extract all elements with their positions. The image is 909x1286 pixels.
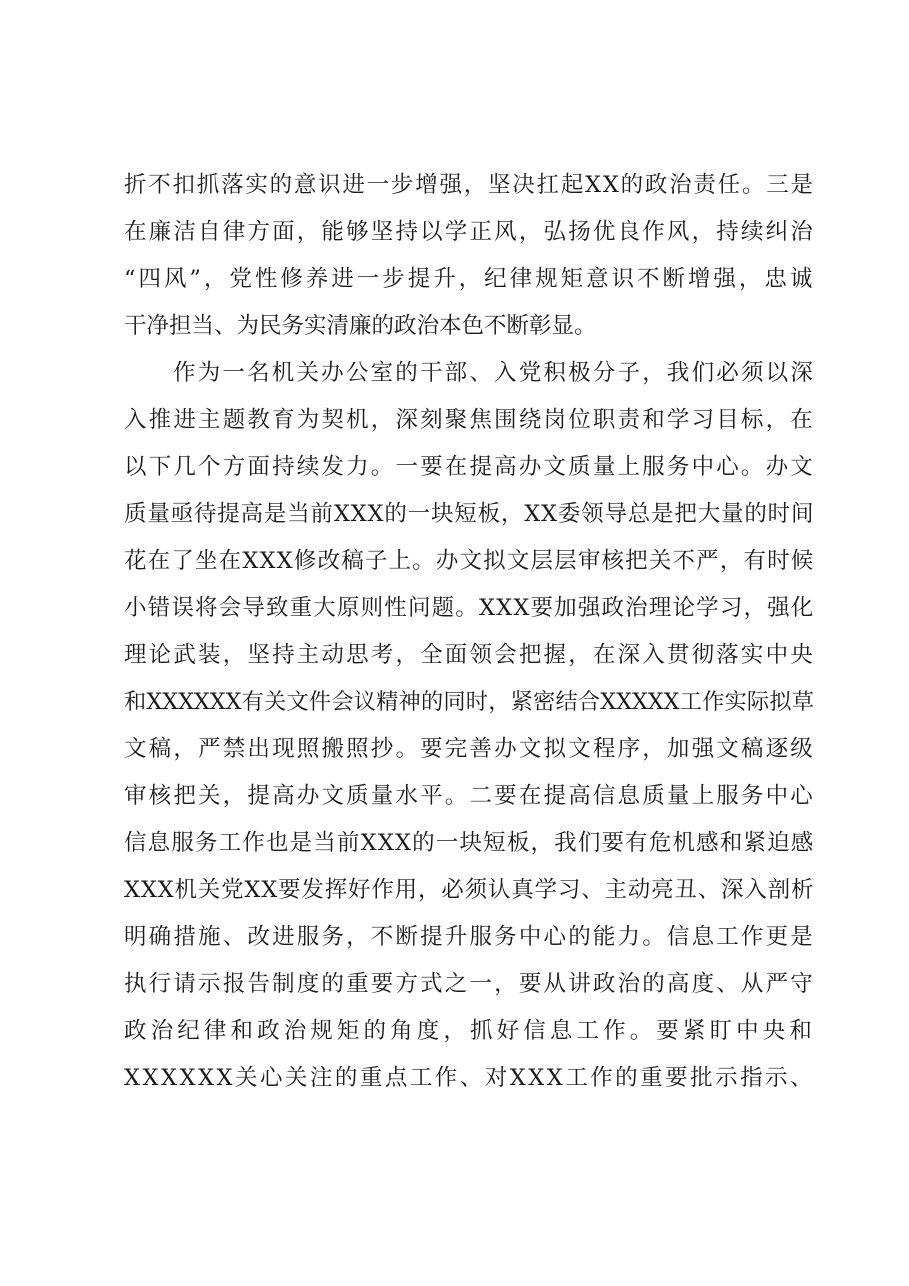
text-line-15: 信息服务工作也是当前XXX的一块短板，我们要有危机感和紧迫感	[124, 830, 815, 856]
text-line-10: 小错误将会导致重大原则性问题。XXX要加强政治理论学习，强化	[124, 595, 815, 621]
text-line-13: 文稿，严禁出现照搬照抄。要完善办文拟文程序，加强文稿逐级	[124, 736, 815, 762]
text-line-16: XXX机关党XX要发挥好作用，必须认真学习、主动亮丑、深入剖析	[124, 877, 815, 903]
text-line-9: 花在了坐在XXX修改稿子上。办文拟文层层审核把关不严，有时候	[124, 548, 815, 574]
text-line-20: XXXXXX关心关注的重点工作、对XXX工作的重要批示指示、	[124, 1065, 816, 1091]
text-line-5: 作为一名机关办公室的干部、入党积极分子，我们必须以深	[173, 360, 816, 386]
text-line-1: 折不扣抓落实的意识进一步增强，坚决扛起XX的政治责任。三是	[124, 172, 815, 198]
text-line-11: 理论武装，坚持主动思考，全面领会把握，在深入贯彻落实中央	[124, 642, 815, 668]
text-line-8: 质量亟待提高是当前XXX的一块短板，XX委领导总是把大量的时间	[124, 501, 815, 527]
text-line-17: 明确措施、改进服务，不断提升服务中心的能力。信息工作更是	[124, 924, 815, 950]
text-line-7: 以下几个方面持续发力。一要在提高办文质量上服务中心。办文	[124, 454, 815, 480]
text-line-18: 执行请示报告制度的重要方式之一，要从讲政治的高度、从严守	[124, 971, 815, 997]
text-line-14: 审核把关，提高办文质量水平。二要在提高信息质量上服务中心	[124, 783, 815, 809]
text-line-4: 干净担当、为民务实清廉的政治本色不断彰显。	[124, 313, 597, 339]
body-text	[124, 162, 817, 1102]
text-line-2: 在廉洁自律方面，能够坚持以学正风，弘扬优良作风，持续纠治	[124, 219, 815, 245]
text-line-12: 和XXXXXX有关文件会议精神的同时，紧密结合XXXXX工作实际拟草	[124, 689, 814, 715]
text-line-6: 入推进主题教育为契机，深刻聚焦围绕岗位职责和学习目标，在	[124, 407, 815, 433]
text-line-19: 政治纪律和政治规矩的角度，抓好信息工作。要紧盯中央和	[124, 1018, 817, 1044]
text-line-3: “四风”，党性修养进一步提升，纪律规矩意识不断增强，忠诚	[124, 266, 816, 292]
